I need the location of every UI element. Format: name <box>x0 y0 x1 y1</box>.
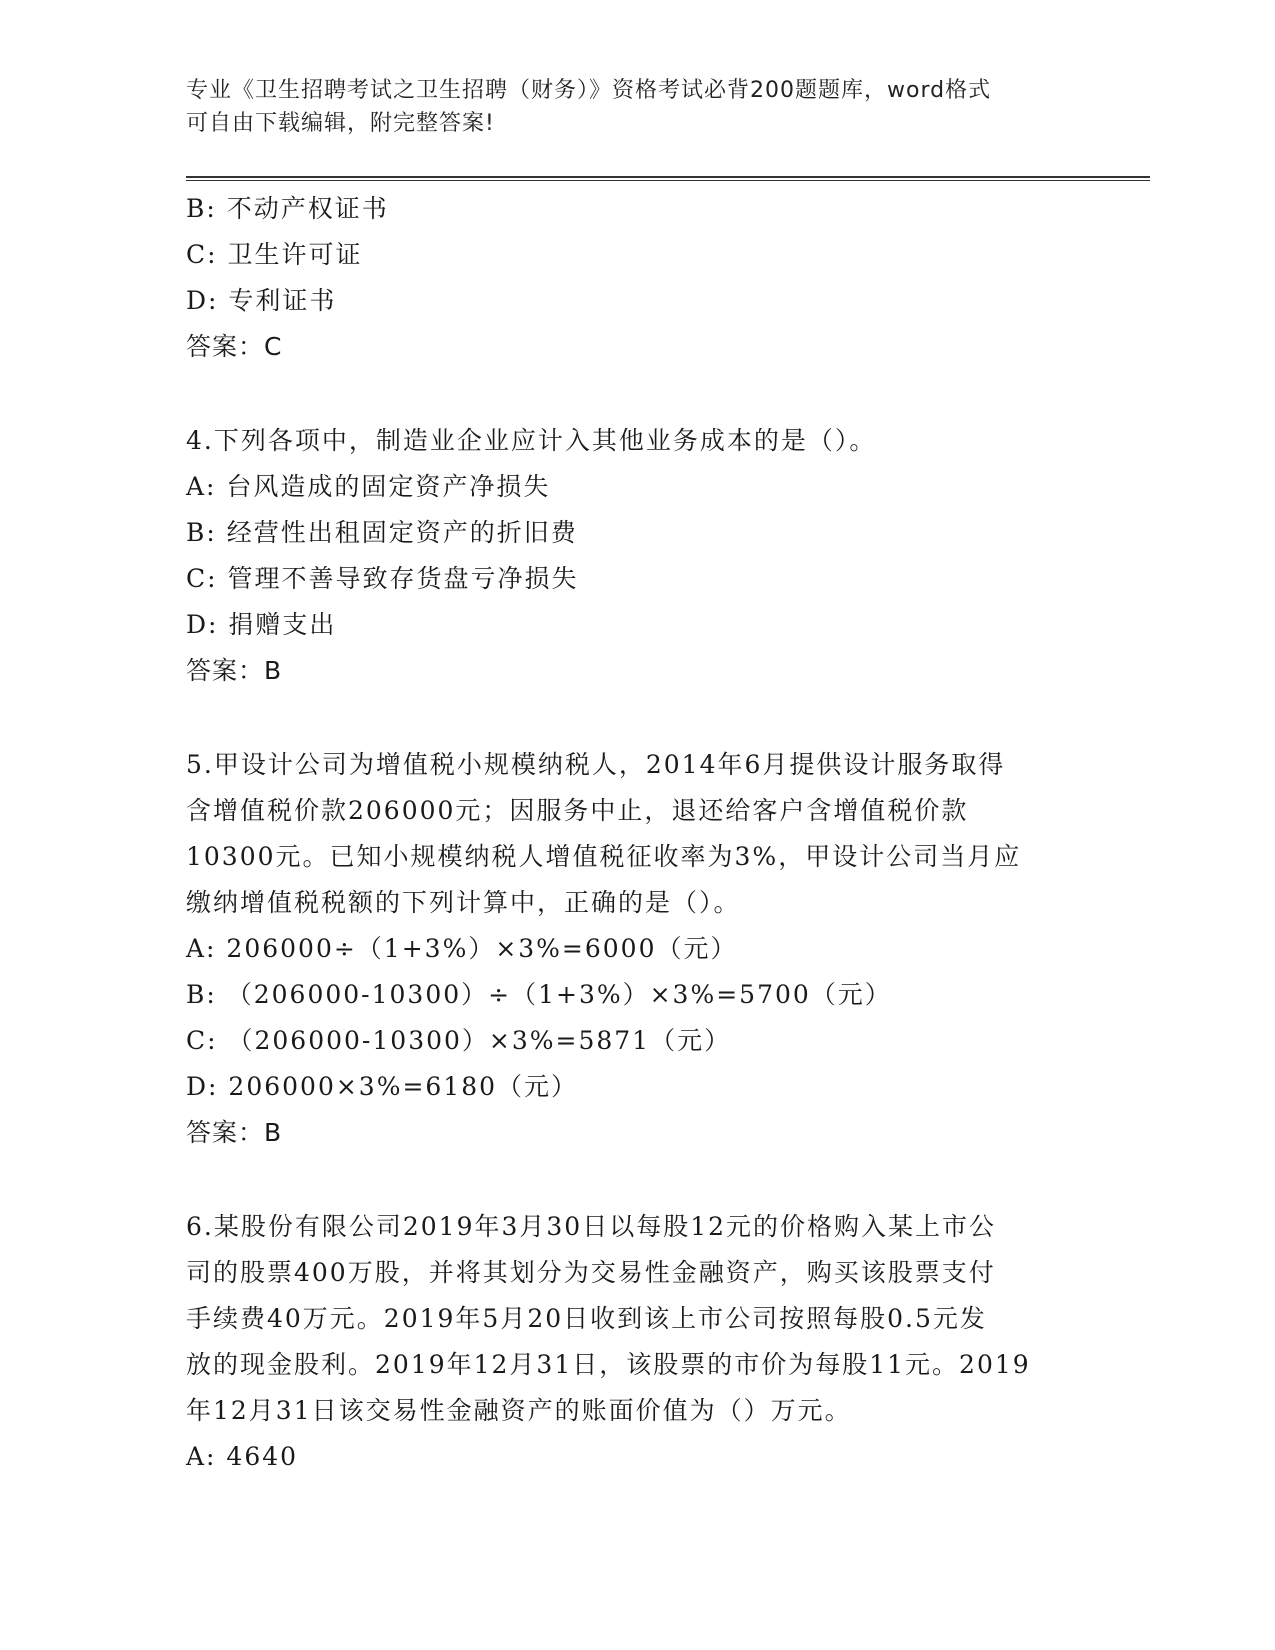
spacer <box>186 1156 1086 1204</box>
question-stem-line: 年12月31日该交易性金融资产的账面价值为（）万元。 <box>186 1396 852 1425</box>
option-b: B: 经营性出租固定资产的折旧费 <box>186 518 578 547</box>
question-stem-line: 司的股票400万股，并将其划分为交易性金融资产，购买该股票支付 <box>186 1258 996 1287</box>
option-b: B: 不动产权证书 <box>186 194 389 223</box>
header-line-1: 专业《卫生招聘考试之卫生招聘（财务）》资格考试必背200题题库，word格式 <box>186 78 992 103</box>
option-a: A: 4640 <box>186 1442 299 1471</box>
question-stem-line: 放的现金股利。2019年12月31日，该股票的市价为每股11元。2019 <box>186 1350 1031 1379</box>
option-b: B: （206000-10300）÷（1+3%）×3%=5700（元） <box>186 980 892 1009</box>
option-a: A: 台风造成的固定资产净损失 <box>186 472 551 501</box>
question-5 <box>186 742 1086 1156</box>
option-d: D: 捐赠支出 <box>186 610 337 639</box>
question-stem-line: 含增值税价款206000元；因服务中止，退还给客户含增值税价款 <box>186 796 969 825</box>
question-stem-line: 5.甲设计公司为增值税小规模纳税人，2014年6月提供设计服务取得 <box>186 750 1006 779</box>
question-content <box>186 186 1086 1480</box>
document-header <box>186 74 1066 140</box>
question-stem-line: 6.某股份有限公司2019年3月30日以每股12元的价格购入某上市公 <box>186 1212 997 1241</box>
answer-line: 答案：C <box>186 332 283 361</box>
option-d: D: 专利证书 <box>186 286 337 315</box>
question-stem: 4.下列各项中，制造业企业应计入其他业务成本的是（）。 <box>186 426 877 455</box>
question-4 <box>186 418 1086 694</box>
answer-line: 答案：B <box>186 656 283 685</box>
question-6 <box>186 1204 1086 1480</box>
option-c: C: 管理不善导致存货盘亏净损失 <box>186 564 579 593</box>
option-c: C: （206000-10300）×3%=5871（元） <box>186 1026 732 1055</box>
option-c: C: 卫生许可证 <box>186 240 363 269</box>
spacer <box>186 370 1086 418</box>
option-a: A: 206000÷（1+3%）×3%=6000（元） <box>186 934 738 963</box>
answer-line: 答案：B <box>186 1118 283 1147</box>
question-stem-line: 手续费40万元。2019年5月20日收到该上市公司按照每股0.5元发 <box>186 1304 987 1333</box>
spacer <box>186 694 1086 742</box>
option-d: D: 206000×3%=6180（元） <box>186 1072 579 1101</box>
header-line-2: 可自由下载编辑，附完整答案! <box>186 111 495 136</box>
question-stem-line: 10300元。已知小规模纳税人增值税征收率为3%，甲设计公司当月应 <box>186 842 1022 871</box>
header-divider <box>186 176 1150 181</box>
question-stem-line: 缴纳增值税税额的下列计算中，正确的是（）。 <box>186 888 741 917</box>
question-3-tail <box>186 186 1086 370</box>
